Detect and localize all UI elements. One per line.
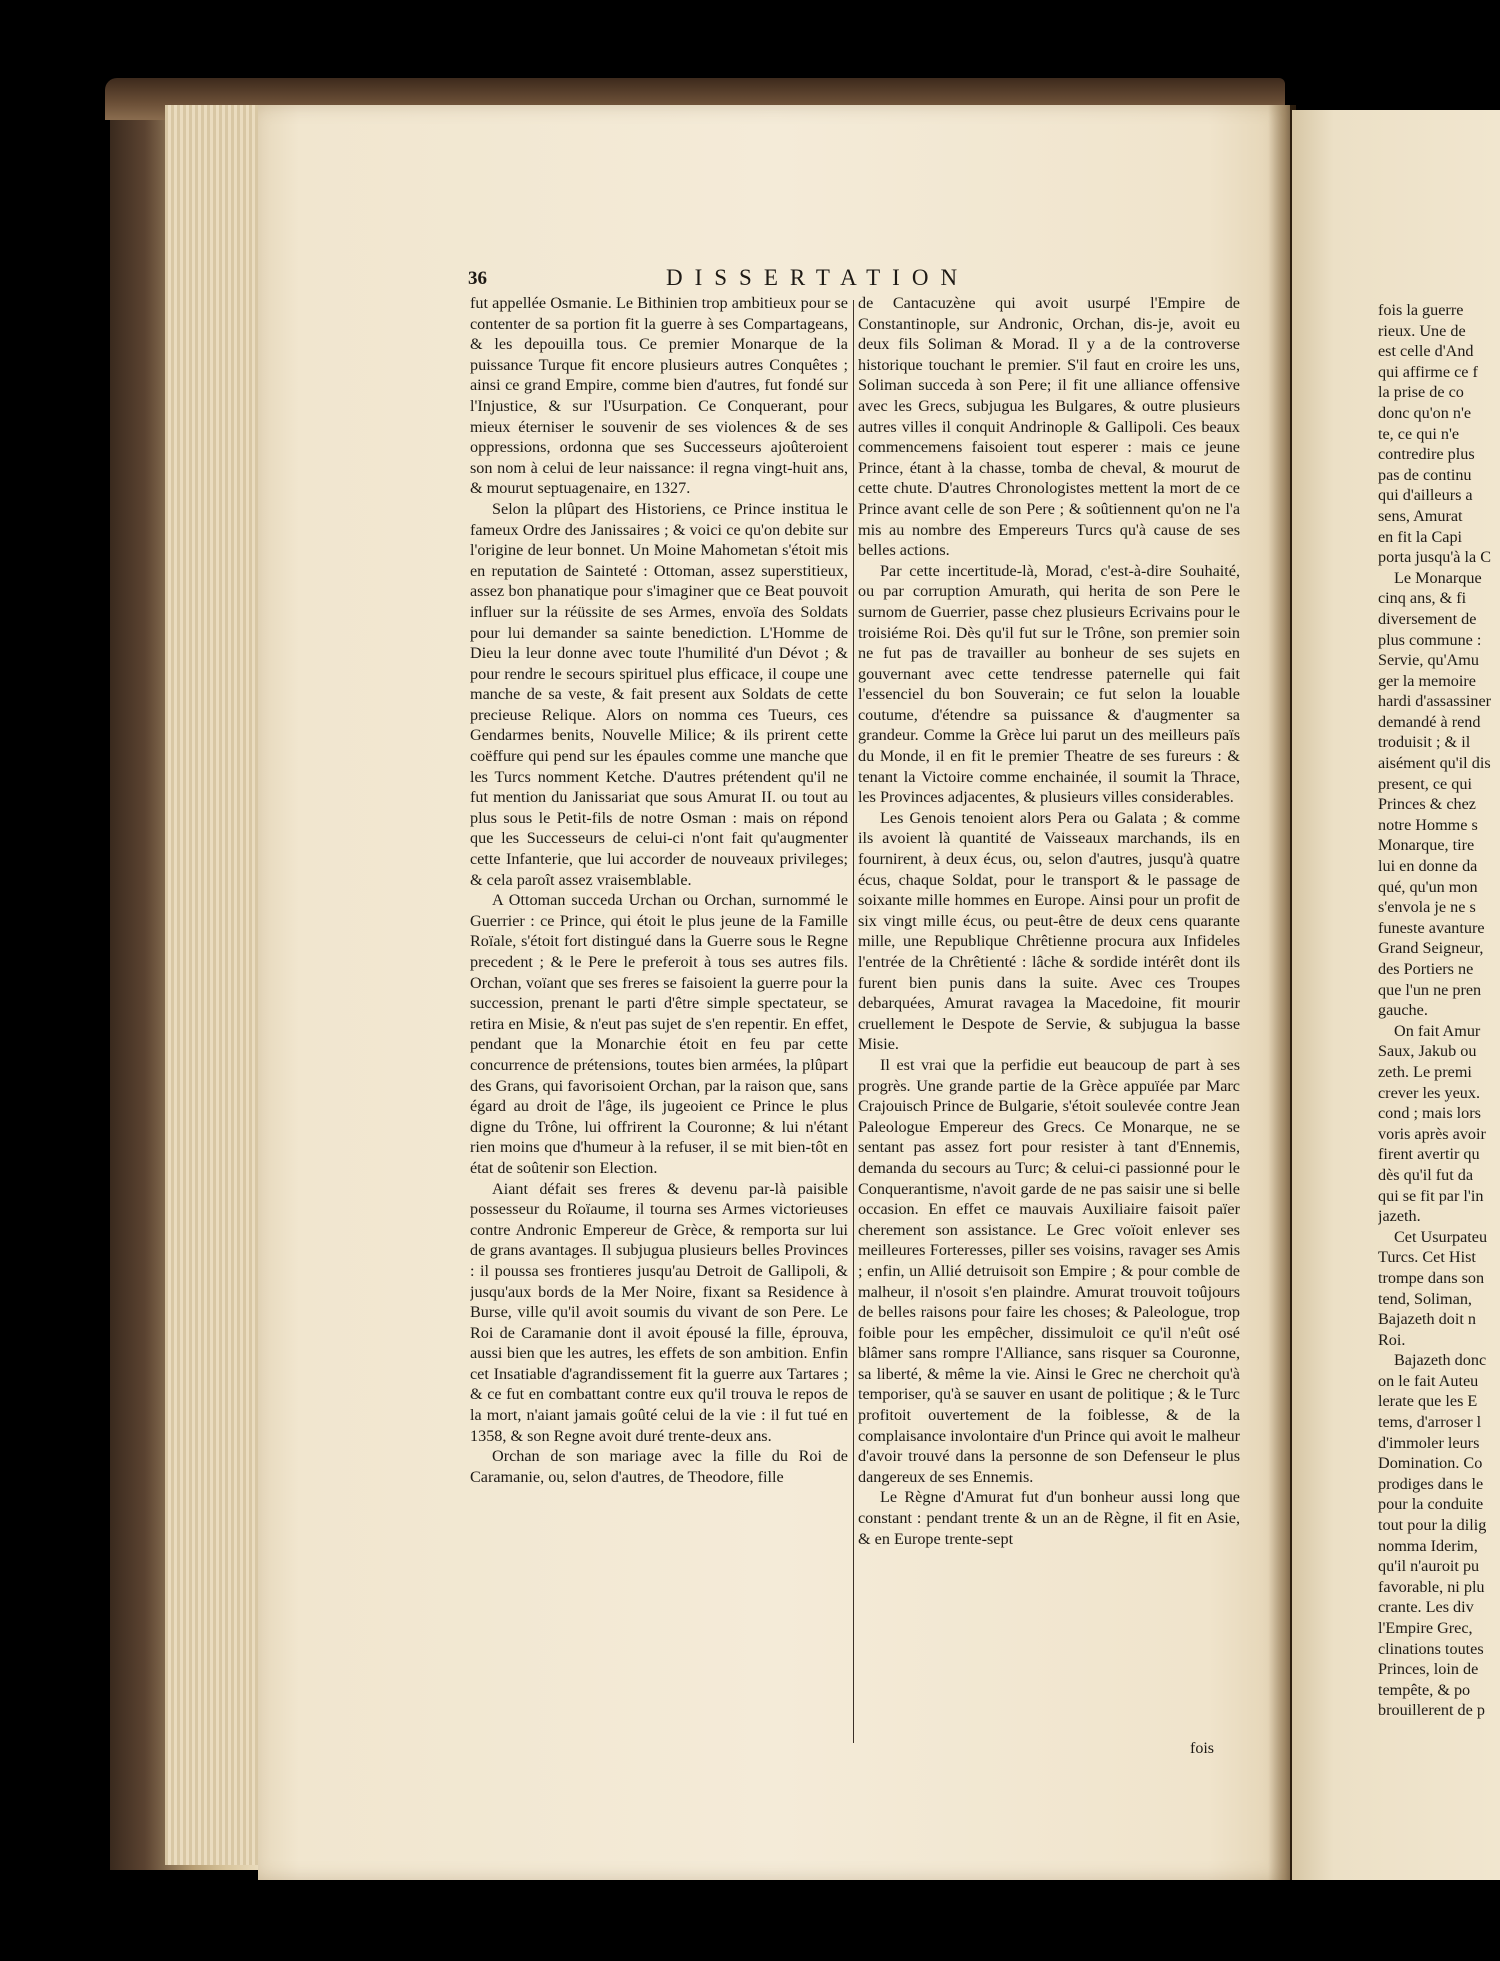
facing-page-line: demandé à rend [1378, 712, 1481, 731]
paragraph: A Ottoman succeda Urchan ou Orchan, surnommé le Guerrier : ce Prince, qui étoit le plus jeune de la Famille Roïale, s'étoit fort distingué dans la Guerre sous le Regne precedent ; & le Pere le preferoit à tous ses autres fils. Orchan, voïant que ses freres se faisoient la guerre pour la succession, prenant le parti d'être simple spectateur, se retira en Misie, & n'eut pas sujet de s'en repentir. En effet, pendant que la Monarchie étoit en feu par cette concurrence de prétensions, toutes bien armées, la plûpart des Grans, qui favorisoient Orchan, par la raison que, sans égard au droit de l'âge, ils jugeoient ce Prince le plus digne du Trône, lui offrirent la Couronne; & lui n'étant rien moins que d'humeur à la refuser, il se mit bien-tôt en état de soûtenir son Election. [470, 891, 848, 1177]
facing-page-line: tems, d'arroser l [1378, 1413, 1482, 1432]
paragraph: Par cette incertitude-là, Morad, c'est-à-dire Souhaité, ou par corruption Amurath, qui herita de son Pere le surnom de Guerrier, passe chez plusieurs Ecrivains pour le troisiéme Roi. Dès qu'il fut sur le Trône, son premier soin ne fut pas de travailler au bonheur de ses sujets en gouvernant avec cette tendresse paternelle qui fait l'essenciel du bon Souverain; ce fut selon la louable coutume, d'étendre sa puissance & d'augmenter sa grandeur. Comme la Grèce lui parut un des meilleurs païs du Monde, il en fit le premier Theatre de ses fureurs : & tenant la Victoire comme enchainée, il soumit la Thrace, les Provinces adjacentes, & plusieurs villes considerables. [858, 561, 1240, 807]
facing-page-line: lui en donne da [1378, 857, 1478, 876]
paragraph: Selon la plûpart des Historiens, ce Prince institua le fameux Ordre des Janissaires ; & voici ce qu'on debite sur l'origine de leur bonnet. Un Moine Mahometan s'étoit mis en reputation de Sainteté : Ottoman, assez superstitieux, assez bon phanatique pour s'imaginer que ce Beat pouvoit influer sur la réüssite de ses Armes, envoïa des Soldats pour lui demander sa sainte benediction. L'Homme de Dieu la leur donne avec toute l'humilité d'un Dévot ; & pour rendre le secours spirituel plus efficace, il coupe une manche de sa veste, & fait present aux Soldats de cette precieuse Relique. Alors on nomma ces Tueurs, ces Gendarmes benits, Nouvelle Milice; & ils prirent cette coëffure qui pend sur les épaules comme une manche que les Turcs nomment Ketche. D'autres prétendent qu'il ne fut mention du Janissariat que sous Amurat II. ou tout au plus sous le Petit-fils de notre Osman : mais on répond que les Successeurs de celui-ci n'ont fait qu'augmenter cette Infanterie, que lui accorder de nouveaux privileges; & cela paroît assez vraisemblable. [470, 499, 848, 889]
column-rule [853, 300, 854, 1743]
facing-page-line: voris après avoir [1378, 1124, 1486, 1143]
facing-page-line: brouillerent de p [1378, 1701, 1485, 1720]
facing-page-line: Princes & chez [1378, 795, 1476, 814]
facing-page-line: cinq ans, & fi [1378, 589, 1467, 608]
facing-page-line: rieux. Une de [1378, 321, 1466, 340]
page-number: 36 [468, 268, 487, 289]
facing-page-line: pour la conduite [1378, 1495, 1484, 1514]
facing-page-line: est celle d'And [1378, 342, 1474, 361]
paragraph: Aiant défait ses freres & devenu par-là paisible possesseur du Roïaume, il tourna ses Armes victorieuses contre Andronic Empereur de Grèce, & remporta sur lui de grans avantages. Il subjugua plusieurs belles Provinces : il poussa ses frontieres jusqu'au Detroit de Gallipoli, & jusqu'aux bords de la Mer Noire, fixant sa Residence à Burse, ville qu'il avoit soumis du vivant de son Pere. Le Roi de Caramanie dont il avoit épousé la fille, éprouva, aussi bien que les autres, les effets de son ambition. Enfin cet Insatiable d'agrandissement fit la guerre aux Tartares ; & ce fut en combattant contre eux qu'il trouva le repos de la mort, n'aiant jamais goûté celui de la vie : il fut tué en 1358, & son Regne avoit duré trente-deux ans. [470, 1179, 848, 1445]
facing-page-line: Roi. [1378, 1330, 1406, 1349]
facing-page-line: trompe dans son [1378, 1268, 1485, 1287]
facing-page-line: ger la memoire [1378, 671, 1476, 690]
facing-page-line: plus commune : [1378, 630, 1482, 649]
facing-page-line: On fait Amur [1394, 1021, 1481, 1040]
facing-page-line: qui se fit par l'in [1378, 1186, 1484, 1205]
right-text-column [858, 293, 1240, 1733]
facing-page-line: l'Empire Grec, [1378, 1619, 1473, 1637]
paragraph: Il est vrai que la perfidie eut beaucoup de part à ses progrès. Une grande partie de la Grèce appuïée par Marc Crajouisch Prince de Bulgarie, s'étoit soulevée contre Jean Paleologue Empereur des Grecs. Ce Monarque, ne se sentant pas assez fort pour resister à tant d'Ennemis, demanda du secours au Turc; & celui-ci passionné pour le Conquerantisme, n'avoit garde de ne pas saisir une si belle occasion. En effet ce mauvais Auxiliaire faisoit païer cherement son assistance. Le Grec voïoit enlever ses meilleures Forteresses, piller ses voisins, ravager ses Amis ; enfin, un Allié detruisoit son Empire ; & pour comble de malheur, il n'osoit s'en plaindre. Amurat trouvoit toûjours de belles raisons pour faire les choses; & Paleologue, trop foible pour les empêcher, dissimuloit ce qu'il n'eût osé blâmer sans rompre l'Alliance, sans risquer sa Couronne, sa liberté, & même la vie. Ainsi le Grec ne cherchoit qu'à temporiser, qu'à se sauver en usant de politique ; & le Turc profitoit ouvertement de la foiblesse, & de la complaisance involontaire d'un Prince qui avoit le malheur d'avoir trouvé dans la personne de son Defenseur le plus dangereux de ses Ennemis. [858, 1055, 1240, 1486]
facing-page-line: porta jusqu'à la C [1378, 548, 1492, 567]
facing-page-line: gauche. [1378, 1001, 1428, 1020]
facing-page-line: jazeth. [1378, 1207, 1421, 1226]
facing-page-line: qué, qu'un mon [1378, 877, 1478, 896]
facing-page-line: tend, Soliman, [1378, 1289, 1472, 1308]
facing-page-line: donc qu'on n'e [1378, 403, 1472, 422]
facing-page-line: funeste avanture [1378, 918, 1485, 937]
facing-page-line: Servie, qu'Amu [1378, 651, 1479, 670]
paragraph: de Cantacuzène qui avoit usurpé l'Empire de Constantinople, sur Andronic, Orchan, dis-je, avoit eu deux fils Soliman & Morad. Il y a de la controverse historique touchant le premier. S'il faut en croire les uns, Soliman succeda à son Pere; il fit une alliance offensive avec les Grecs, subjugua les Bulgares, & outre plusieurs autres villes il conquit Andrinople & Gallipoli. Ces beaux commencemens faisoient tout esperer : mais ce jeune Prince, étant à la chasse, tomba de cheval, & mourut de cette chute. D'autres Chronologistes mettent la mort de ce Prince avant celle de son Pere ; & soûtiennent qu'on ne l'a mis au nombre des Empereurs Turcs qu'à cause de ses belles actions. [858, 294, 1240, 560]
facing-page-line: Le Monarque [1394, 568, 1482, 587]
running-head-title: DISSERTATION [666, 265, 970, 290]
facing-page-line: te, ce qui n'e [1378, 424, 1460, 443]
facing-page-line: Saux, Jakub ou [1378, 1042, 1477, 1061]
facing-page-line: d'immoler leurs [1378, 1433, 1480, 1452]
facing-page-line: des Portiers ne [1378, 960, 1474, 978]
facing-page-line: sens, Amurat [1378, 506, 1463, 525]
facing-page-line: cond ; mais lors [1378, 1104, 1481, 1123]
paragraph: Le Règne d'Amurat fut d'un bonheur aussi long que constant : pendant trente & un an de Règne, il fit en Asie, & en Europe trente-sept [858, 1488, 1240, 1548]
facing-page-line: Bajazeth donc [1394, 1351, 1487, 1370]
facing-page-line: lerate que les E [1378, 1392, 1478, 1411]
facing-page-line: qui affirme ce f [1378, 362, 1478, 381]
paragraph: Les Genois tenoient alors Pera ou Galata ; & comme ils avoient là quantité de Vaisseaux marchands, ils en fournirent, à deux écus, ou, selon d'autres, jusqu'à quatre écus, chaque Soldat, pour le transport & le passage de soixante mille hommes en Europe. Ainsi pour un profit de six vingt mille écus, ou peut-être de deux cens quarante mille, une Republique Chrêtienne procura aux Infideles l'entrée de la Chrêtienté : lâche & sordide intérêt dont ils furent bien punis dans la suite. Avec ces Troupes debarquées, Amurat ravagea la Macedoine, fit mourir cruellement le Despote de Servie, & subjugua la basse Misie. [858, 808, 1240, 1054]
facing-page-line: nomma Iderim, [1378, 1536, 1478, 1555]
facing-page-line: tout pour la dilig [1378, 1516, 1487, 1535]
facing-page-line: Monarque, tire [1378, 836, 1475, 855]
facing-page-line: que l'un ne pren [1378, 980, 1482, 999]
facing-page-line: en fit la Capi [1378, 527, 1463, 546]
facing-page-line: crever les yeux. [1378, 1083, 1481, 1102]
facing-page-line: Turcs. Cet Hist [1378, 1248, 1476, 1267]
left-text-column [470, 293, 848, 1733]
facing-page-line: contredire plus [1378, 445, 1475, 464]
facing-page-line: diversement de [1378, 609, 1477, 628]
facing-page-line: hardi d'assassiner [1378, 692, 1492, 711]
facing-page-line: qu'il n'auroit pu [1378, 1557, 1480, 1576]
facing-page-line: crante. Les div [1378, 1598, 1474, 1617]
facing-page-line: troduisit ; & il [1378, 733, 1471, 752]
facing-page-line: qui d'ailleurs a [1378, 486, 1473, 505]
facing-page-line: s'envola je ne s [1378, 898, 1476, 917]
facing-page-line: Bajazeth doit n [1378, 1310, 1476, 1329]
facing-page-line: tempête, & po [1378, 1680, 1471, 1699]
facing-page-line: fois la guerre [1378, 301, 1464, 319]
paragraph: fut appellée Osmanie. Le Bithinien trop ambitieux pour se contenter de sa portion fit la guerre à ses Compartageans, & les depouilla tous. Ce premier Monarque de la puissance Turque fit encore plusieurs autres Conquêtes ; ainsi ce grand Empire, comme bien d'autres, fut fondé sur l'Injustice, & sur l'Usurpation. Ce Conquerant, pour mieux éterniser le souvenir de ses violences & de ses oppressions, ordonna que ses Successeurs ajoûteroient son nom à celui de leur naissance: il regna vingt-huit ans, & mourut septuagenaire, en 1327. [470, 294, 848, 498]
facing-page-line: aisément qu'il dis [1378, 754, 1491, 773]
facing-page-line: favorable, ni plu [1378, 1577, 1485, 1596]
facing-page-line: prodiges dans le [1378, 1474, 1484, 1493]
facing-page-line: clinations toutes [1378, 1639, 1484, 1658]
catchword: fois [1190, 1740, 1214, 1757]
facing-page-line: zeth. Le premi [1378, 1062, 1472, 1081]
facing-page-line: pas de continu [1378, 465, 1472, 484]
facing-page-line: Domination. Co [1378, 1454, 1483, 1473]
facing-page-line: notre Homme s [1378, 815, 1478, 834]
facing-page-line: Cet Usurpateu [1394, 1227, 1488, 1246]
facing-page-line: on le fait Auteu [1378, 1371, 1479, 1390]
facing-page-line: Grand Seigneur, [1378, 939, 1484, 958]
paragraph: Orchan de son mariage avec la fille du Roi de Caramanie, ou, selon d'autres, de Theodore, fille [470, 1447, 848, 1486]
facing-page-line: la prise de co [1378, 383, 1464, 402]
facing-page-line: present, ce qui [1378, 774, 1472, 793]
facing-page-text-column [1378, 300, 1500, 1740]
facing-page-line: dès qu'il fut da [1378, 1165, 1474, 1184]
facing-page-line: firent avertir qu [1378, 1145, 1480, 1164]
facing-page-line: Princes, loin de [1378, 1660, 1479, 1679]
